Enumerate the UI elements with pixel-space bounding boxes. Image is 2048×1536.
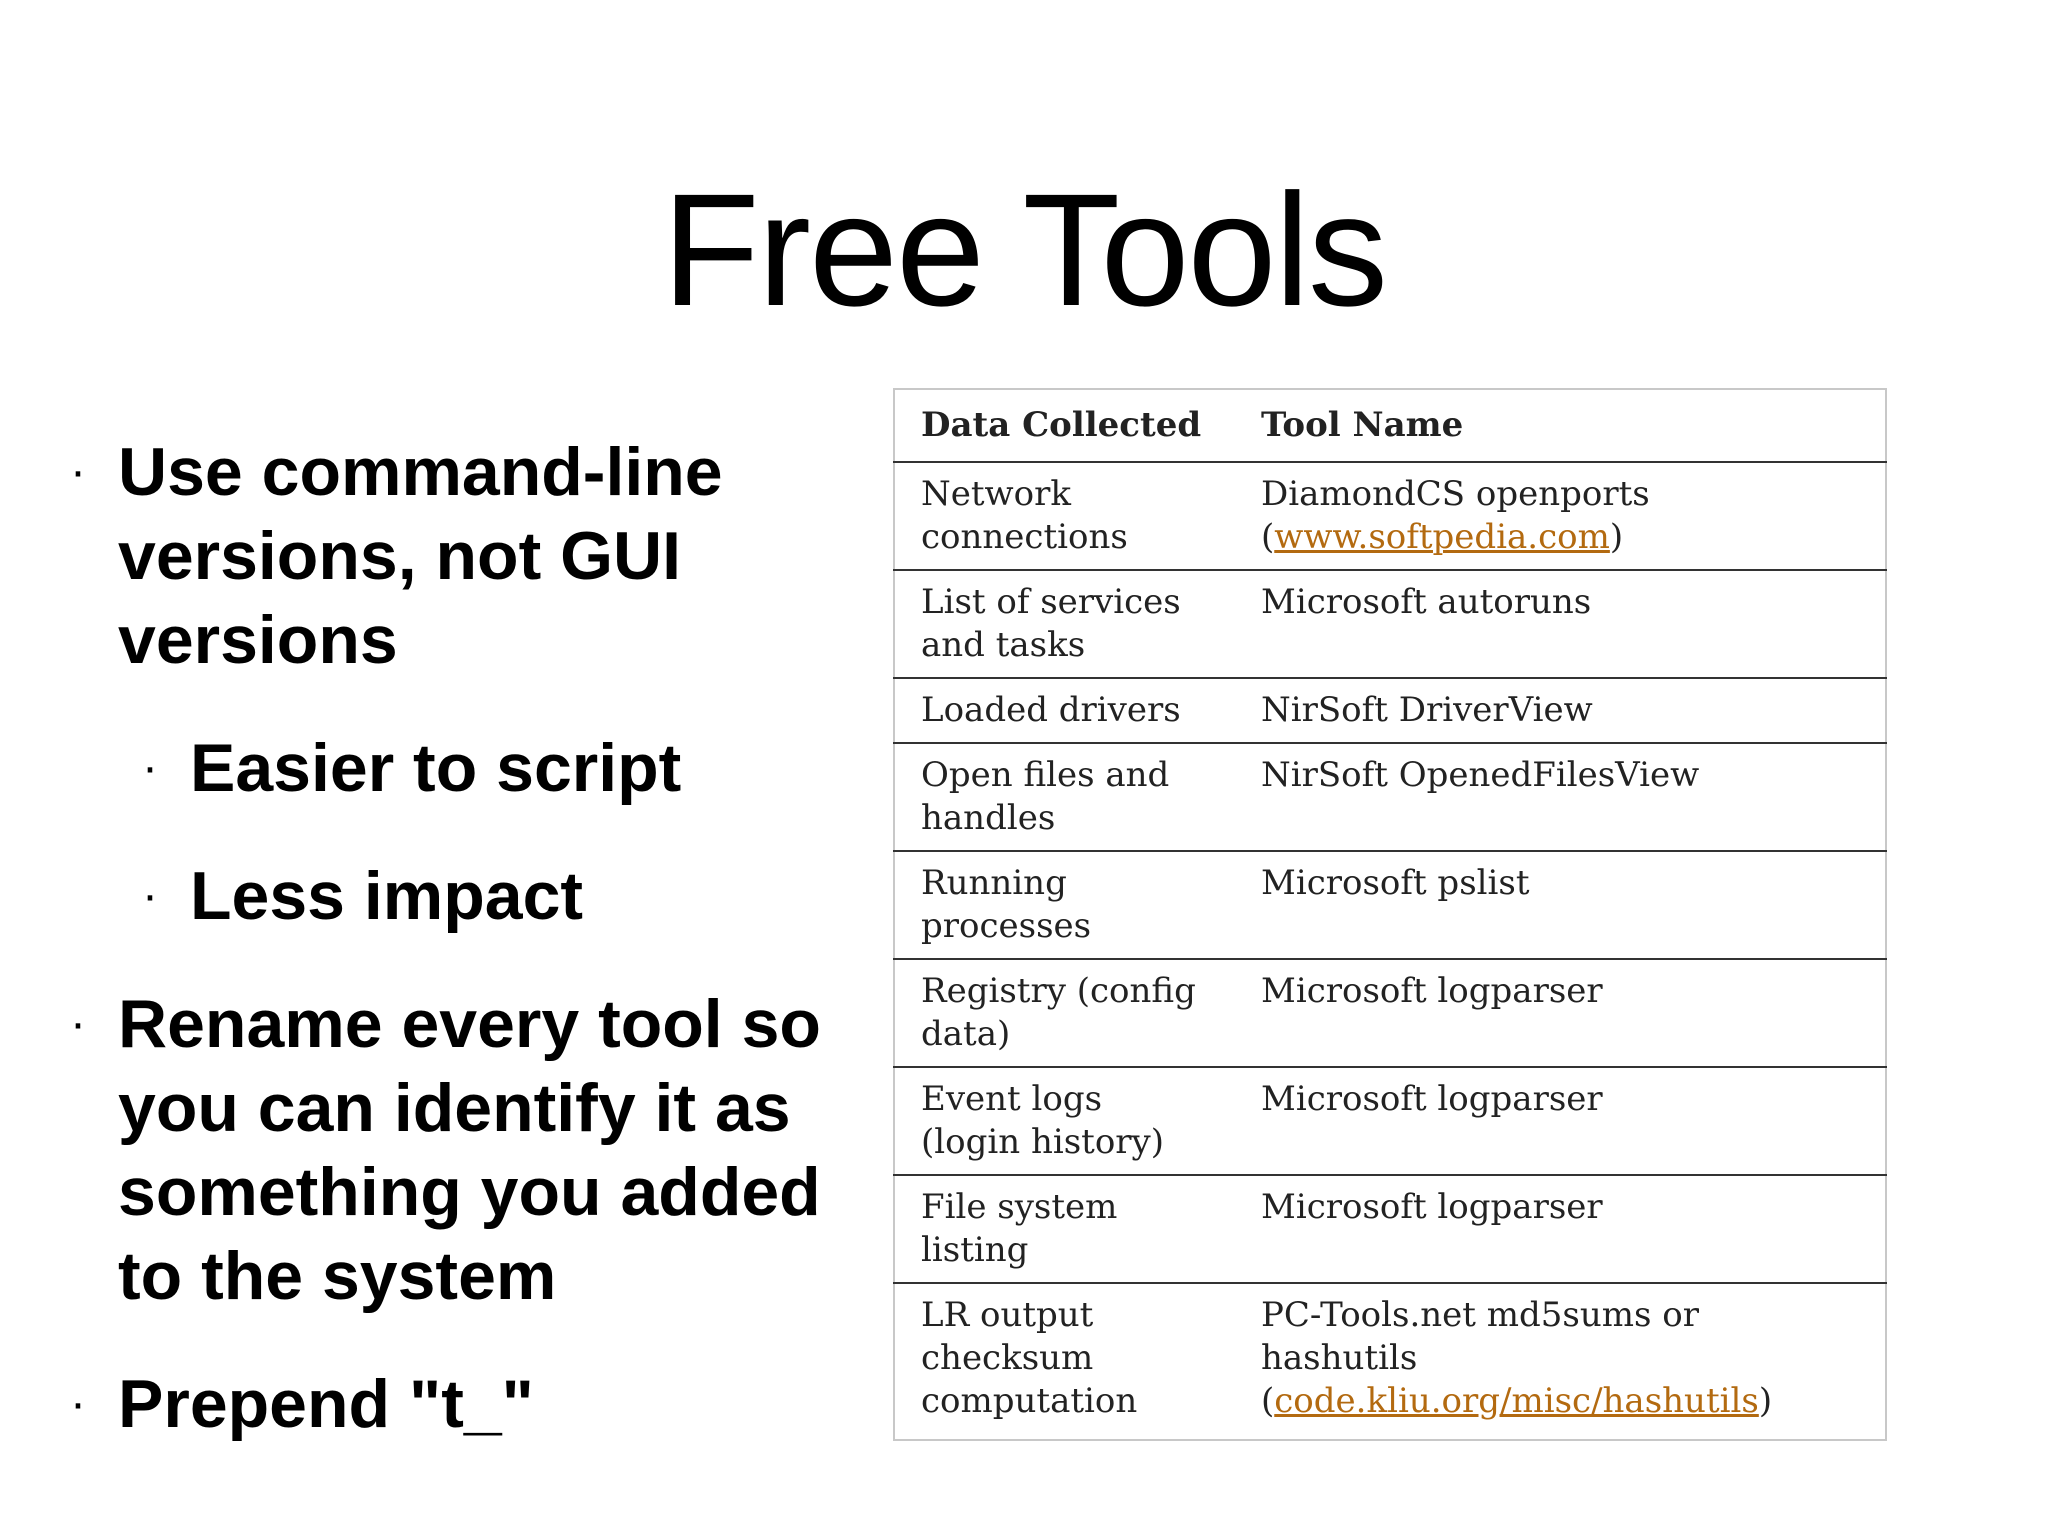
bullet-item — [70, 430, 870, 682]
cell-data-collected: Event logs (login history) — [894, 1067, 1235, 1175]
cell-data-collected: File system listing — [894, 1175, 1235, 1283]
table-row — [894, 851, 1886, 959]
bullet-list — [70, 430, 870, 1446]
table-row — [894, 462, 1886, 570]
tool-name-text: PC-Tools.net md5sums or hashutils — [1261, 1295, 1699, 1378]
slide-title: Free Tools — [661, 160, 1387, 339]
sub-bullet-item — [70, 726, 870, 810]
cell-tool-name: Microsoft logparser — [1235, 1175, 1886, 1283]
cell-tool-name: Microsoft pslist — [1235, 851, 1886, 959]
cell-data-collected: Running processes — [894, 851, 1235, 959]
cell-tool-name: NirSoft DriverView — [1235, 678, 1886, 743]
header-data-collected: Data Collected — [894, 389, 1235, 462]
tool-name-text: DiamondCS openports — [1261, 474, 1650, 514]
cell-tool-name: PC-Tools.net md5sums or hashutils (code.kliu.org/misc/hashutils) — [1261, 1295, 1773, 1421]
bullet-text: Prepend "t_" — [118, 1366, 534, 1442]
table-row — [894, 1175, 1886, 1283]
cell-data-collected: Loaded drivers — [894, 678, 1235, 743]
cell-tool-name: Microsoft logparser — [1235, 1067, 1886, 1175]
cell-data-collected: List of services and tasks — [894, 570, 1235, 678]
bullet-dot-icon: · — [70, 1377, 86, 1430]
header-tool-name: Tool Name — [1235, 389, 1886, 462]
bullet-text: Rename every tool so you can identify it as something you added to the system — [118, 986, 821, 1314]
bullet-dot-icon: · — [70, 445, 86, 498]
table-header-row — [894, 389, 1886, 462]
cell-tool-name: NirSoft OpenedFilesView — [1235, 743, 1886, 851]
table-row — [894, 570, 1886, 678]
bullet-item — [70, 982, 870, 1318]
table-row — [894, 743, 1886, 851]
table-row — [894, 1283, 1886, 1440]
table-row — [894, 678, 1886, 743]
table-row — [894, 1067, 1886, 1175]
cell-tool-name: Microsoft autoruns — [1235, 570, 1886, 678]
softpedia-link[interactable]: www.softpedia.com — [1274, 517, 1610, 557]
bullet-dot-icon: · — [142, 869, 158, 922]
hashutils-link[interactable]: code.kliu.org/misc/hashutils — [1274, 1381, 1759, 1421]
cell-data-collected: Registry (config data) — [894, 959, 1235, 1067]
tools-table — [893, 388, 1887, 1441]
table-row — [894, 959, 1886, 1067]
bullet-text: Easier to script — [190, 730, 682, 806]
cell-data-collected: Network connections — [894, 462, 1235, 570]
bullet-text: Use command-line versions, not GUI versions — [118, 434, 723, 678]
bullet-item — [70, 1362, 870, 1446]
sub-bullet-item — [70, 854, 870, 938]
cell-data-collected: LR output checksum computation — [921, 1295, 1138, 1421]
cell-data-collected: Open files and handles — [894, 743, 1235, 851]
bullet-text: Less impact — [190, 858, 584, 934]
bullet-dot-icon: · — [142, 741, 158, 794]
cell-tool-name: Microsoft logparser — [1235, 959, 1886, 1067]
cell-tool-name: DiamondCS openports (www.softpedia.com) — [1235, 462, 1886, 570]
bullet-dot-icon: · — [70, 997, 86, 1050]
